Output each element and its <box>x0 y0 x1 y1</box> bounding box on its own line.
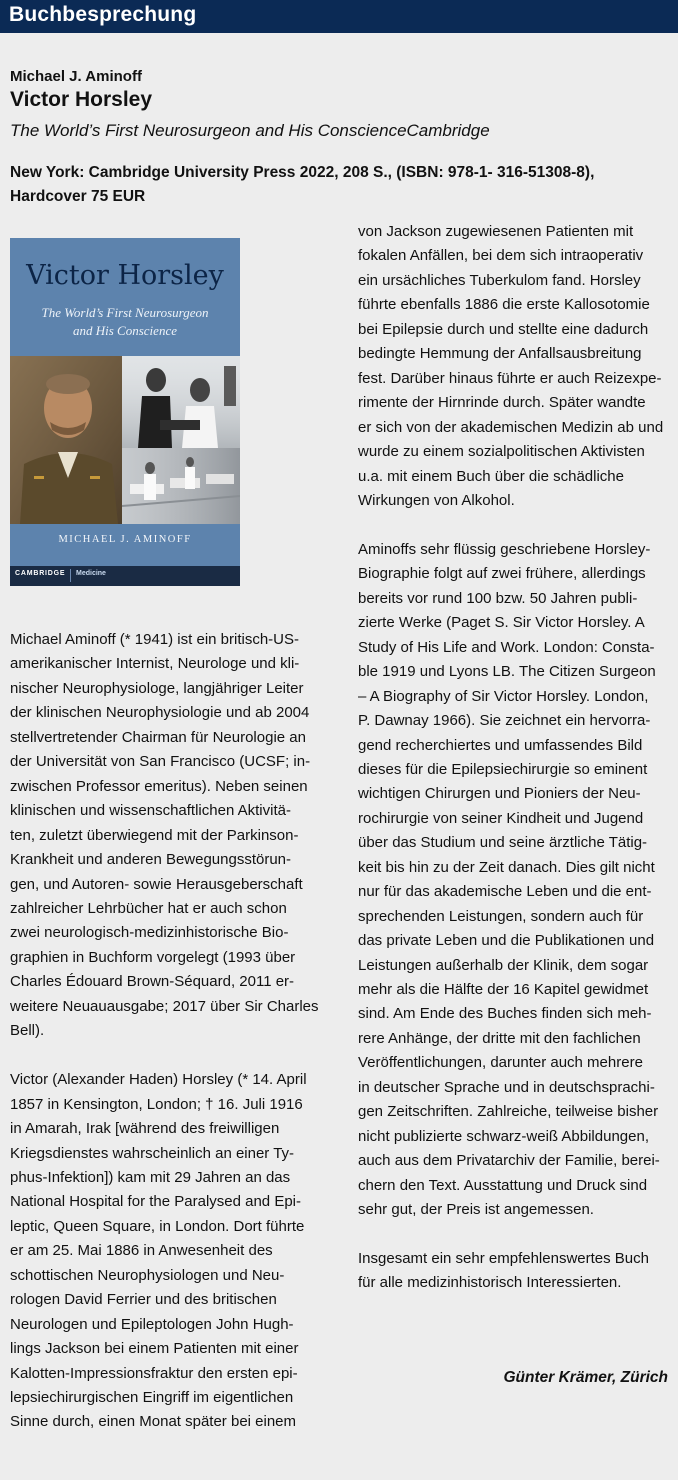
text-line: phus-Infektion]) kam mit 29 Jahren an das <box>10 1168 291 1186</box>
cover-author: MICHAEL J. AMINOFF <box>58 534 192 545</box>
text-line: keit bis hin zu der Zeit danach. Dies gilt nicht <box>358 858 655 876</box>
text-line: ble 1919 und Lyons LB. The Citizen Surgeon <box>358 663 656 681</box>
text-line: in deutscher Sprache und in deutschsprachi- <box>358 1078 655 1096</box>
text-line: nischer Neurophysiologe, langjähriger Leiter <box>10 679 304 697</box>
section-title: Buchbesprechung <box>9 3 197 26</box>
text-line: rologen David Ferrier und des britischen <box>10 1291 277 1309</box>
text-line: er sich von der akademischen Medizin ab und <box>358 418 664 436</box>
text-line: sprechenden Leistungen, sondern auch für <box>358 907 644 925</box>
text-line: fokalen Anfällen, bei dem sich intraoperativ <box>358 247 644 265</box>
text-line: Leistungen außerhalb der Klinik, dem sogar <box>358 956 649 974</box>
text-line: rimente der Hirnrinde durch. Später wandte <box>358 394 646 412</box>
text-line: von Jackson zugewiesenen Patienten mit <box>358 223 634 240</box>
text-line: zierte Werke (Paget S. Sir Victor Horsley. A <box>358 614 645 632</box>
cover-publisher-name: CAMBRIDGE <box>15 570 66 577</box>
book-subtitle: The World’s First Neurosurgeon and His ConscienceCambridge <box>10 121 490 140</box>
text-line: bereits vor rund 100 bzw. 50 Jahren publi- <box>358 589 638 607</box>
text-line: Neurologen und Epileptologen John Hugh- <box>10 1315 294 1333</box>
text-line: Kriegsdienstes wahrscheinlich an einer Ty- <box>10 1144 295 1162</box>
text-line: der klinischen Neurophysiologie und ab 2004 <box>10 704 310 722</box>
text-line: sind. Am Ende des Buches finden sich meh- <box>358 1005 652 1023</box>
cover-title: Victor Horsley <box>26 260 224 291</box>
text-line: Kalotten-Impressionsfraktur den ersten epi- <box>10 1364 298 1382</box>
text-line: gend recherchiertes und umfassendes Bild <box>358 736 643 754</box>
text-line: schottischen Neurophysiologen und Neu- <box>10 1266 285 1284</box>
text-line: P. Dawnay 1966). Sie zeichnet ein hervorra- <box>358 712 651 730</box>
text-line: Krankheit und anderen Bewegungsstörun- <box>10 851 292 869</box>
text-line: zwei neurologisch-medizinhistorische Bio- <box>10 924 289 942</box>
text-line: Veröffentlichungen, darunter auch mehrere <box>358 1054 643 1072</box>
text-line: Bell). <box>10 1022 45 1040</box>
portrait-photo <box>10 356 122 524</box>
review-paragraph <box>358 538 670 1223</box>
review-paragraph <box>358 220 670 513</box>
text-line: amerikanischer Internist, Neurologe und kli- <box>10 655 300 673</box>
text-line: Aminoffs sehr flüssig geschriebene Horsley- <box>358 540 651 558</box>
book-cover-image <box>10 238 240 586</box>
review-paragraph <box>10 1068 328 1435</box>
cover-divider <box>70 569 71 582</box>
text-line: Victor (Alexander Haden) Horsley (* 14. April <box>10 1071 307 1089</box>
surgery-photo <box>122 356 240 448</box>
text-line: dieses für die Epilepsiechirurgie so eminent <box>358 760 648 778</box>
text-line: weitere Neuauausgabe; 2017 über Sir Charles <box>10 997 319 1015</box>
text-line: Wirkungen von Alkohol. <box>358 491 515 509</box>
text-line: rere Anhänge, der dritte mit den fachlichen <box>358 1029 641 1047</box>
text-line: nicht publizierte schwarz-weiß Abbildungen, <box>358 1127 649 1145</box>
text-line: in Amarah, Irak [während des freiwilligen <box>10 1120 280 1138</box>
ward-photo <box>122 448 240 524</box>
reviewer-signature: Günter Krämer, Zürich <box>503 1369 668 1386</box>
text-line: ten, zuletzt überwiegend mit der Parkinson- <box>10 826 299 844</box>
text-line: für alle medizinhistorisch Interessierten. <box>358 1274 622 1292</box>
text-line: Study of His Life and Work. London: Consta- <box>358 638 655 656</box>
text-line: Biographie folgt auf zwei frühere, allerdings <box>358 565 646 583</box>
text-line: der Universität von San Francisco (UCSF; in- <box>10 753 311 771</box>
text-line: sehr gut, der Preis ist angemessen. <box>358 1201 594 1219</box>
text-line: Sinne durch, einen Monat später bei einem <box>10 1413 297 1431</box>
cover-subtitle: The World’s First Neurosurgeon and His Conscience <box>41 305 209 338</box>
publication-info: New York: Cambridge University Press 2022, 208 S., (ISBN: 978-1- 316-51308-8), Hardcover 75 EUR <box>10 164 595 205</box>
review-paragraph <box>358 1247 670 1296</box>
text-line: das private Leben und die Publikationen und <box>358 932 655 950</box>
text-line: ein ursächliches Tuberkulom fand. Horsley <box>358 271 641 289</box>
text-line: nur für das akademische Leben und die ent- <box>358 883 652 901</box>
text-line: Michael Aminoff (* 1941) ist ein britisch-US- <box>10 631 299 648</box>
book-title: Victor Horsley <box>10 88 153 111</box>
section-header-bar <box>0 0 678 33</box>
text-line: bedingte Hemmung der Anfallsausbreitung <box>358 345 642 363</box>
text-line: – A Biography of Sir Victor Horsley. London, <box>358 687 649 705</box>
book-author: Michael J. Aminoff <box>10 68 142 85</box>
text-line: lings Jackson bei einem Patienten mit einer <box>10 1340 299 1358</box>
text-line: leptic, Queen Square, in London. Dort führte <box>10 1217 305 1235</box>
cover-publisher-bar <box>10 566 240 586</box>
text-line: mehr als die Hälfte der 16 Kapitel gewidmet <box>358 981 649 999</box>
text-line: er am 25. Mai 1886 in Anwesenheit des <box>10 1242 273 1260</box>
text-line: u.a. mit einem Buch über die schädliche <box>358 467 624 485</box>
text-line: chern den Text. Ausstattung und Druck sind <box>358 1176 648 1194</box>
text-line: rochirurgie von seiner Kindheit und Jugend <box>358 809 644 827</box>
cover-photo-collage <box>10 356 240 524</box>
text-line: auch aus dem Privatarchiv der Familie, berei- <box>358 1152 660 1170</box>
text-line: fest. Darüber hinaus führte er auch Reizexpe- <box>358 369 662 387</box>
text-line: gen Zeitschriften. Zahlreiche, teilweise bisher <box>358 1103 659 1121</box>
text-line: Insgesamt ein sehr empfehlenswertes Buch <box>358 1250 649 1267</box>
left-column-text <box>10 628 328 1435</box>
text-line: zwischen Professor emeritus). Neben seinen <box>10 777 308 795</box>
text-line: lepsiechirurgischen Eingriff im eigentlichen <box>10 1389 294 1407</box>
text-line: führte ebenfalls 1886 die erste Kallosotomie <box>358 296 650 314</box>
text-line: 1857 in Kensington, London; † 16. Juli 1916 <box>10 1095 303 1113</box>
text-line: bei Epilepsie durch und stellte eine dadurch <box>358 320 649 338</box>
right-column-text <box>358 220 670 1296</box>
text-line: zahlreicher Lehrbücher hat er auch schon <box>10 899 287 917</box>
text-line: graphien in Buchform vorgelegt (1993 über <box>10 948 296 966</box>
text-line: wichtigen Chirurgen und Pioniers der Neu- <box>358 785 641 803</box>
text-line: klinischen und wissenschaftlichen Aktivitä- <box>10 802 291 820</box>
text-line: National Hospital for the Paralysed and Epi- <box>10 1193 301 1211</box>
text-line: gen, und Autoren- sowie Herausgeberschaft <box>10 875 303 893</box>
text-line: über das Studium und seine ärztliche Tätig- <box>358 834 648 852</box>
text-line: stellvertretender Chairman für Neurologie an <box>10 728 306 746</box>
text-line: wurde zu einem sozialpolitischen Aktivisten <box>358 443 645 461</box>
review-paragraph <box>10 628 328 1044</box>
cover-series-name: Medicine <box>76 570 106 577</box>
text-line: Charles Édouard Brown-Séquard, 2011 er- <box>10 973 295 991</box>
